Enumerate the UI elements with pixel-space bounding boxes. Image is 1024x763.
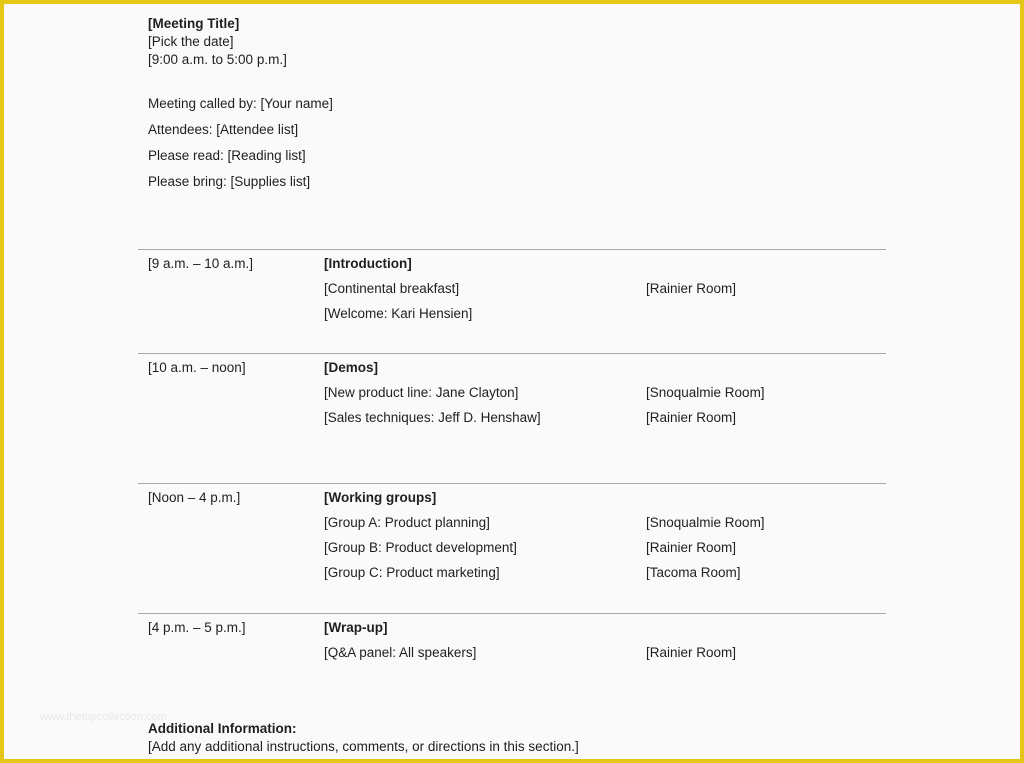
agenda-item[interactable]: [New product line: Jane Clayton] (324, 385, 519, 400)
agenda-item[interactable]: [Welcome: Kari Hensien] (324, 306, 473, 321)
agenda-time[interactable]: [Noon – 4 p.m.] (148, 490, 241, 505)
agenda-item[interactable]: [Group C: Product marketing] (324, 565, 500, 580)
agenda-heading[interactable]: [Working groups] (324, 490, 437, 505)
agenda-time[interactable]: [4 p.m. – 5 p.m.] (148, 620, 246, 635)
attendees-line[interactable]: Attendees: [Attendee list] (148, 122, 299, 137)
agenda-time[interactable]: [9 a.m. – 10 a.m.] (148, 256, 254, 271)
section-divider (138, 353, 886, 354)
please-bring-line[interactable]: Please bring: [Supplies list] (148, 174, 311, 189)
agenda-item[interactable]: [Sales techniques: Jeff D. Henshaw] (324, 410, 541, 425)
agenda-heading[interactable]: [Introduction] (324, 256, 412, 271)
agenda-room[interactable]: [Rainier Room] (646, 645, 737, 660)
agenda-item[interactable]: [Continental breakfast] (324, 281, 460, 296)
agenda-room[interactable]: [Rainier Room] (646, 540, 737, 555)
section-divider (138, 483, 886, 484)
document-page (4, 4, 1020, 759)
agenda-room[interactable]: [Rainier Room] (646, 281, 737, 296)
section-divider (138, 613, 886, 614)
agenda-heading[interactable]: [Demos] (324, 360, 379, 375)
please-read-line[interactable]: Please read: [Reading list] (148, 148, 306, 163)
called-by-line[interactable]: Meeting called by: [Your name] (148, 96, 333, 111)
additional-info-text[interactable]: [Add any additional instructions, comments, or directions in this section.] (148, 739, 579, 754)
agenda-heading[interactable]: [Wrap-up] (324, 620, 388, 635)
meeting-title[interactable]: [Meeting Title] (148, 16, 240, 31)
agenda-room[interactable]: [Snoqualmie Room] (646, 515, 765, 530)
section-divider (138, 249, 886, 250)
meeting-date[interactable]: [Pick the date] (148, 34, 234, 49)
additional-info-heading[interactable]: Additional Information: (148, 721, 297, 736)
meeting-time[interactable]: [9:00 a.m. to 5:00 p.m.] (148, 52, 287, 67)
agenda-item[interactable]: [Group A: Product planning] (324, 515, 490, 530)
watermark-text: www.thetopcollection.com (40, 711, 167, 723)
agenda-room[interactable]: [Rainier Room] (646, 410, 737, 425)
agenda-room[interactable]: [Tacoma Room] (646, 565, 741, 580)
agenda-item[interactable]: [Group B: Product development] (324, 540, 517, 555)
agenda-item[interactable]: [Q&A panel: All speakers] (324, 645, 477, 660)
agenda-time[interactable]: [10 a.m. – noon] (148, 360, 246, 375)
agenda-room[interactable]: [Snoqualmie Room] (646, 385, 765, 400)
